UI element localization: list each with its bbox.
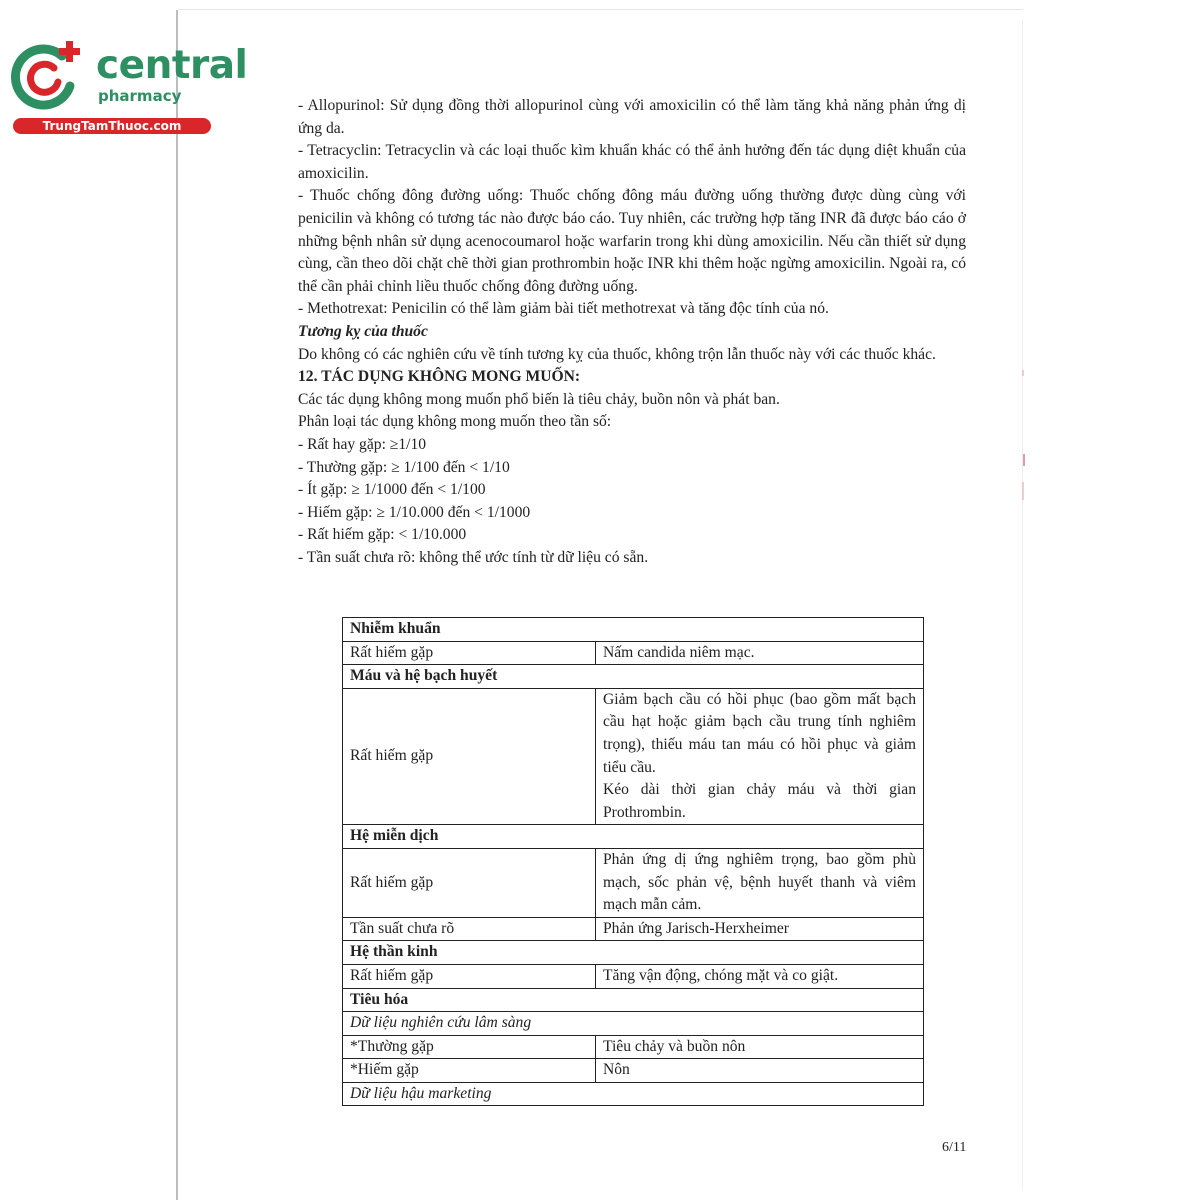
effect-text: Giảm bạch cầu có hồi phục (bao gồm mất bạch cầu hạt hoặc giảm bạch cầu trung tính nghiêm trọng), thiếu máu tan máu có hồi phục và giảm tiểu cầu. [603,690,916,776]
page-left-edge [176,10,178,1200]
effect-cell: Tăng vận động, chóng mặt và co giật. [596,964,924,988]
page-top-edge [178,9,1023,10]
table-group-row [343,825,924,849]
frequency-cell: *Hiếm gặp [343,1059,596,1083]
central-pharmacy-logo[interactable] [10,38,248,138]
pharmacy-cross-icon [10,38,90,110]
effect-cell: Nấm candida niêm mạc. [596,641,924,665]
group-infection: Nhiễm khuẩn [343,618,924,642]
table-row [343,1035,924,1059]
group-nervous: Hệ thần kinh [343,941,924,965]
common-effects-text: Các tác dụng không mong muốn phổ biến là tiêu chảy, buồn nôn và phát ban. [298,390,780,408]
frequency-item: - Hiếm gặp: ≥ 1/10.000 đến < 1/1000 [298,503,531,521]
table-group-row [343,618,924,642]
frequency-cell: Rất hiếm gặp [343,688,596,825]
effect-text: Kéo dài thời gian chảy máu và thời gian Prothrombin. [603,781,916,821]
margin-marks [1018,370,1028,510]
table-subgroup-row [343,1082,924,1106]
section-heading-adverse-effects: 12. TÁC DỤNG KHÔNG MONG MUỐN: [298,368,581,386]
group-immune: Hệ miễn dịch [343,825,924,849]
table-group-row [343,988,924,1012]
table-subgroup-row [343,1012,924,1036]
effect-cell: Tiêu chảy và buồn nôn [596,1035,924,1059]
interaction-anticoagulant: - Thuốc chống đông đường uống: Thuốc chống đông máu đường uống thường được dùng cùng với penicilin và không có tương tác nào được báo cáo. Tuy nhiên, các trường hợp tăng INR đã được báo cáo ở những bệnh nhân sử dụng acenocoumarol hoặc warfarin trong khi dùng amoxicilin. Nếu cần thiết sử dụng cùng, cần theo dõi chặt chẽ thời gian prothrombin hoặc INR khi thêm hoặc ngừng amoxicilin. Ngoài ra, có thể cần phải chỉnh liều thuốc chống đông đường uống. [298,187,966,295]
interaction-allopurinol: - Allopurinol: Sử dụng đồng thời allopurinol cùng với amoxicilin có thể làm tăng khả năng phản ứng dị ứng da. [298,97,966,137]
frequency-cell: Rất hiếm gặp [343,641,596,665]
interaction-methotrexat: - Methotrexat: Penicilin có thể làm giảm bài tiết methotrexat và tăng độc tính của nó. [298,300,829,318]
table-row [343,917,924,941]
table-row [343,848,924,917]
subgroup-clinical: Dữ liệu nghiên cứu lâm sàng [343,1012,924,1036]
effect-cell [596,688,924,825]
logo-subtitle: pharmacy [98,87,182,105]
table-row [343,1059,924,1083]
frequency-item: - Tần suất chưa rõ: không thể ước tính từ dữ liệu có sẵn. [298,548,649,566]
frequency-cell: Rất hiếm gặp [343,848,596,917]
page-right-edge [1022,20,1023,1190]
page-number: 6/11 [942,1140,967,1155]
frequency-item: - Rất hiếm gặp: < 1/10.000 [298,526,467,544]
effect-cell: Phản ứng dị ứng nghiêm trọng, bao gồm phù mạch, sốc phản vệ, bệnh huyết thanh và viêm mạch mẫn cảm. [596,848,924,917]
table-row [343,641,924,665]
frequency-classification-text: Phân loại tác dụng không mong muốn theo tần số: [298,413,612,431]
effect-cell: Phản ứng Jarisch-Herxheimer [596,917,924,941]
adverse-effects-table [342,617,924,1106]
incompatibility-title: Tương kỵ của thuốc [298,322,428,340]
frequency-cell: Tần suất chưa rõ [343,917,596,941]
table-group-row [343,665,924,689]
logo-name: central [96,43,248,88]
table-group-row [343,941,924,965]
incompatibility-text: Do không có các nghiên cứu về tính tương kỵ của thuốc, không trộn lẫn thuốc này với các thuốc khác. [298,345,936,363]
table-row [343,964,924,988]
logo-url-badge[interactable]: TrungTamThuoc.com [13,118,211,134]
frequency-item: - Thường gặp: ≥ 1/100 đến < 1/10 [298,458,510,476]
table-row [343,688,924,825]
effect-cell: Nôn [596,1059,924,1083]
frequency-item: - Rất hay gặp: ≥1/10 [298,435,427,453]
frequency-cell: Rất hiếm gặp [343,964,596,988]
subgroup-postmarketing: Dữ liệu hậu marketing [343,1082,924,1106]
frequency-item: - Ít gặp: ≥ 1/1000 đến < 1/100 [298,481,486,499]
group-digestive: Tiêu hóa [343,988,924,1012]
group-blood: Máu và hệ bạch huyết [343,665,924,689]
interaction-tetracyclin: - Tetracyclin: Tetracyclin và các loại thuốc kìm khuẩn khác có thể ảnh hưởng đến tác dụng diệt khuẩn của amoxicilin. [298,142,966,182]
frequency-cell: *Thường gặp [343,1035,596,1059]
document-body [298,95,966,569]
